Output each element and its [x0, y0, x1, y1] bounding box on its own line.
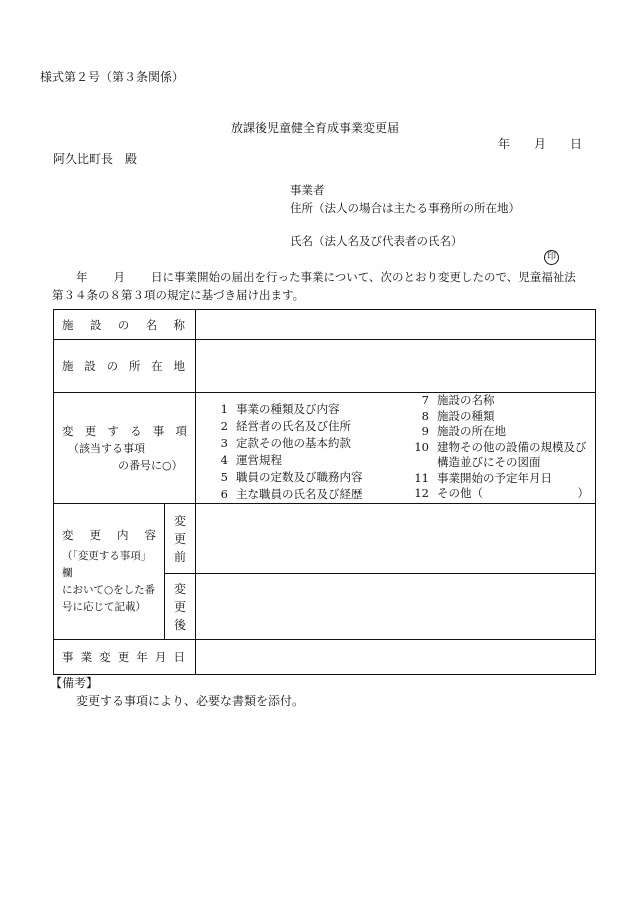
document-title: 放課後児童健全育成事業変更届: [230, 121, 399, 135]
changes-label: 変 更 す る 事 項 （該当する事項 の番号に○）: [54, 393, 196, 504]
change-form-table: [53, 309, 596, 675]
date-year-label: 年: [498, 137, 511, 151]
change-item[interactable]: 7 施設の名称: [421, 393, 495, 407]
declaration-line1: 日に事業開始の届出を行った事業について、次のとおり変更したので、児童福祉法: [151, 270, 576, 284]
content-sub-3: 号に応じて記載）: [62, 601, 146, 613]
date-month-label: 月: [534, 137, 547, 151]
content-sub-2: において○をした番: [62, 584, 156, 596]
change-item[interactable]: 11 事業開始の予定年月日: [414, 470, 552, 485]
declaration-text: [52, 268, 600, 304]
declaration-line2: 第３４条の８第３項の規定に基づき届け出ます。: [52, 288, 305, 302]
after-change-field[interactable]: [196, 574, 596, 640]
declaration-month: 月: [113, 270, 125, 284]
facility-location-field[interactable]: [196, 340, 596, 393]
declaration-year: 年: [76, 270, 88, 284]
change-item-other[interactable]: 12 その他（ ）: [414, 486, 589, 500]
operator-label: 事業者: [290, 183, 325, 197]
remarks-heading: 【備考】: [50, 676, 99, 690]
changes-sub-1: （該当する事項: [68, 441, 145, 455]
change-item[interactable]: 10 建物その他の設備の規模及び: [414, 439, 587, 454]
facility-name-field[interactable]: [196, 310, 596, 340]
after-label: 変 更 後: [165, 574, 196, 640]
addressee: 阿久比町長 殿: [53, 152, 138, 166]
change-content-label: 変 更 内 容 （「変更する事項」欄 において○をした番 号に応じて記載）: [54, 504, 165, 640]
change-item[interactable]: 5 職員の定数及び職務内容: [220, 470, 363, 484]
change-item[interactable]: 4 運営規程: [220, 453, 282, 467]
remarks-text: 変更する事項により、必要な書類を添付。: [76, 694, 305, 708]
operator-address-label: 住所（法人の場合は主たる事務所の所在地）: [290, 201, 520, 215]
before-label: 変 更 前: [165, 504, 196, 574]
change-item-continuation: 構造並びにその図面: [437, 455, 541, 469]
seal-mark: 印: [544, 250, 559, 265]
operator-name-label: 氏名（法人名及び代表者の氏名）: [290, 234, 463, 248]
change-item[interactable]: 1 事業の種類及び内容: [220, 402, 340, 416]
before-change-field[interactable]: [196, 504, 596, 574]
change-date-field[interactable]: [196, 640, 596, 675]
changes-sub-2: の番号に○）: [118, 458, 183, 472]
change-item[interactable]: 2 経営者の氏名及び住所: [220, 419, 351, 433]
change-item[interactable]: 3 定款その他の基本約款: [220, 436, 351, 450]
change-item[interactable]: 8 施設の種類: [421, 408, 495, 423]
change-item[interactable]: 9 施設の所在地: [421, 424, 506, 438]
date-day-label: 日: [570, 137, 583, 151]
content-sub-1: （「変更する事項」欄: [62, 550, 152, 579]
changes-item-list[interactable]: [196, 393, 596, 504]
facility-name-label: 施 設 の 名 称: [54, 310, 196, 340]
change-date-label: 事 業 変 更 年 月 日: [54, 640, 196, 675]
change-item[interactable]: 6 主な職員の氏名及び経歴: [220, 487, 363, 501]
facility-location-label: 施 設 の 所 在 地: [54, 340, 196, 393]
form-number: 様式第２号（第３条関係）: [40, 70, 185, 84]
